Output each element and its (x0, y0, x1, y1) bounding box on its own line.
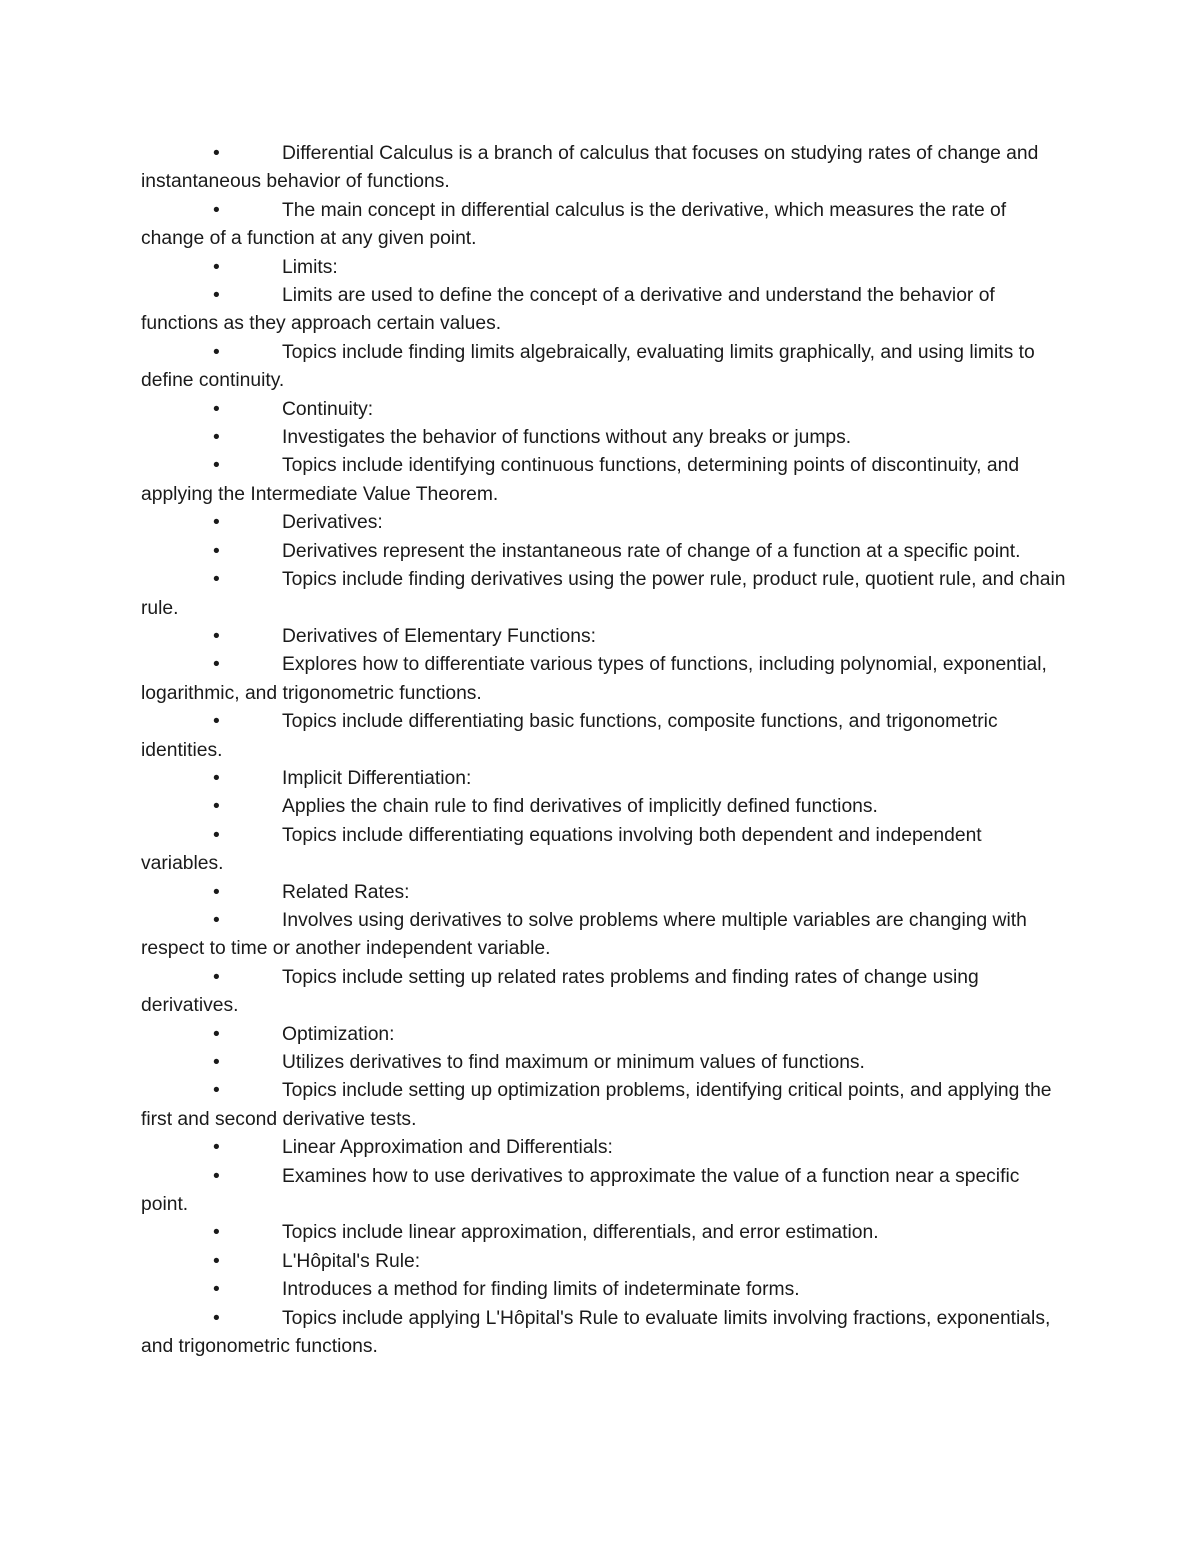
list-item-text: Related Rates: (282, 881, 410, 903)
list-item-text: Examines how to use derivatives to approximate the value of a function near a specific point. (141, 1165, 1020, 1216)
list-item (141, 765, 1066, 793)
bullet-icon: • (213, 1222, 220, 1244)
list-item (141, 708, 1066, 765)
bullet-icon: • (213, 1250, 220, 1272)
bullet-icon: • (213, 199, 220, 221)
list-item (141, 1276, 1066, 1304)
bullet-icon: • (213, 285, 220, 307)
bullet-icon: • (213, 1165, 220, 1187)
list-item (141, 1248, 1066, 1276)
list-item-text: Topics include setting up optimization problems, identifying critical points, and applying the first and second derivative tests. (141, 1080, 1052, 1130)
bullet-icon: • (213, 1279, 220, 1301)
list-item (141, 964, 1066, 1021)
bullet-icon: • (213, 341, 220, 363)
list-item (141, 509, 1066, 537)
bullet-icon: • (213, 569, 220, 591)
list-item-text: Utilizes derivatives to find maximum or minimum values of functions. (282, 1052, 865, 1073)
list-item (141, 140, 1066, 197)
list-item (141, 1134, 1066, 1162)
bullet-icon: • (213, 767, 220, 789)
bullet-icon: • (213, 711, 220, 733)
list-item (141, 1305, 1066, 1362)
bullet-icon: • (213, 1023, 220, 1045)
list-item-text: Topics include linear approximation, differentials, and error estimation. (282, 1222, 879, 1244)
list-item (141, 651, 1066, 708)
list-item-text: Implicit Differentiation: (282, 767, 472, 789)
list-item (141, 452, 1066, 509)
list-item (141, 1021, 1066, 1049)
list-item-text: Investigates the behavior of functions without any breaks or jumps. (282, 427, 852, 449)
bullet-icon: • (213, 824, 220, 846)
bullet-list (141, 140, 1066, 1361)
list-item (141, 822, 1066, 879)
list-item-text: Explores how to differentiate various types of functions, including polynomial, exponential, logarithmic, and trigonometric functions. (141, 654, 1047, 704)
bullet-icon: • (213, 398, 220, 420)
bullet-icon: • (213, 512, 220, 534)
list-item (141, 282, 1066, 339)
list-item-text: Topics include finding derivatives using the power rule, product rule, quotient rule, and chain rule. (141, 569, 1066, 619)
list-item (141, 623, 1066, 651)
list-item (141, 1163, 1066, 1220)
bullet-icon: • (213, 1137, 220, 1159)
list-item-text: Topics include differentiating equations involving both dependent and independent variables. (141, 824, 982, 875)
bullet-icon: • (213, 540, 220, 562)
list-item-text: Linear Approximation and Differentials: (282, 1137, 613, 1159)
list-item-text: Topics include applying L'Hôpital's Rule to evaluate limits involving fractions, exponentials, and trigonometric functions. (141, 1307, 1051, 1358)
list-item-text: Topics include finding limits algebraically, evaluating limits graphically, and using limits to define continuity. (141, 341, 1035, 392)
list-item (141, 793, 1066, 821)
list-item (141, 197, 1066, 254)
bullet-icon: • (213, 1080, 220, 1102)
list-item (141, 254, 1066, 282)
bullet-icon: • (213, 654, 220, 676)
list-item-text: Topics include identifying continuous functions, determining points of discontinuity, and applying the Intermediate Value Theorem. (141, 455, 1020, 505)
bullet-icon: • (213, 881, 220, 903)
bullet-icon: • (213, 909, 220, 931)
list-item-text: Continuity: (282, 398, 374, 420)
list-item (141, 424, 1066, 452)
list-item-text: Derivatives of Elementary Functions: (282, 625, 596, 647)
list-item (141, 396, 1066, 424)
list-item-text: Derivatives represent the instantaneous rate of change of a function at a specific point. (282, 540, 1021, 562)
bullet-icon: • (213, 455, 220, 477)
list-item-text: L'Hôpital's Rule: (282, 1250, 421, 1272)
list-item (141, 566, 1066, 623)
list-item-text: Derivatives: (282, 512, 383, 534)
bullet-icon: • (213, 1307, 220, 1329)
list-item-text: Topics include setting up related rates problems and finding rates of change using derivatives. (141, 966, 979, 1017)
bullet-icon: • (213, 625, 220, 647)
list-item-text: Involves using derivatives to solve problems where multiple variables are changing with respect to time or another independent variable. (141, 909, 1027, 960)
list-item (141, 1049, 1066, 1077)
list-item (141, 879, 1066, 907)
list-item (141, 538, 1066, 566)
list-item (141, 1219, 1066, 1247)
bullet-icon: • (213, 796, 220, 818)
bullet-icon: • (213, 143, 220, 164)
list-item-text: Optimization: (282, 1023, 395, 1045)
list-item-text: The main concept in differential calculus is the derivative, which measures the rate of change of a function at any given point. (141, 199, 1007, 250)
list-item (141, 339, 1066, 396)
list-item-text: Limits are used to define the concept of a derivative and understand the behavior of functions as they approach certain values. (141, 285, 995, 335)
list-item (141, 907, 1066, 964)
list-item-text: Differential Calculus is a branch of calculus that focuses on studying rates of change and instantaneous behavior of functions. (141, 143, 1039, 193)
list-item-text: Limits: (282, 256, 338, 278)
list-item-text: Topics include differentiating basic functions, composite functions, and trigonometric identities. (141, 711, 998, 761)
list-item (141, 1077, 1066, 1134)
list-item-text: Applies the chain rule to find derivatives of implicitly defined functions. (282, 796, 878, 818)
bullet-icon: • (213, 427, 220, 449)
bullet-icon: • (213, 256, 220, 278)
bullet-icon: • (213, 1052, 220, 1073)
bullet-icon: • (213, 966, 220, 988)
list-item-text: Introduces a method for finding limits of indeterminate forms. (282, 1279, 800, 1301)
